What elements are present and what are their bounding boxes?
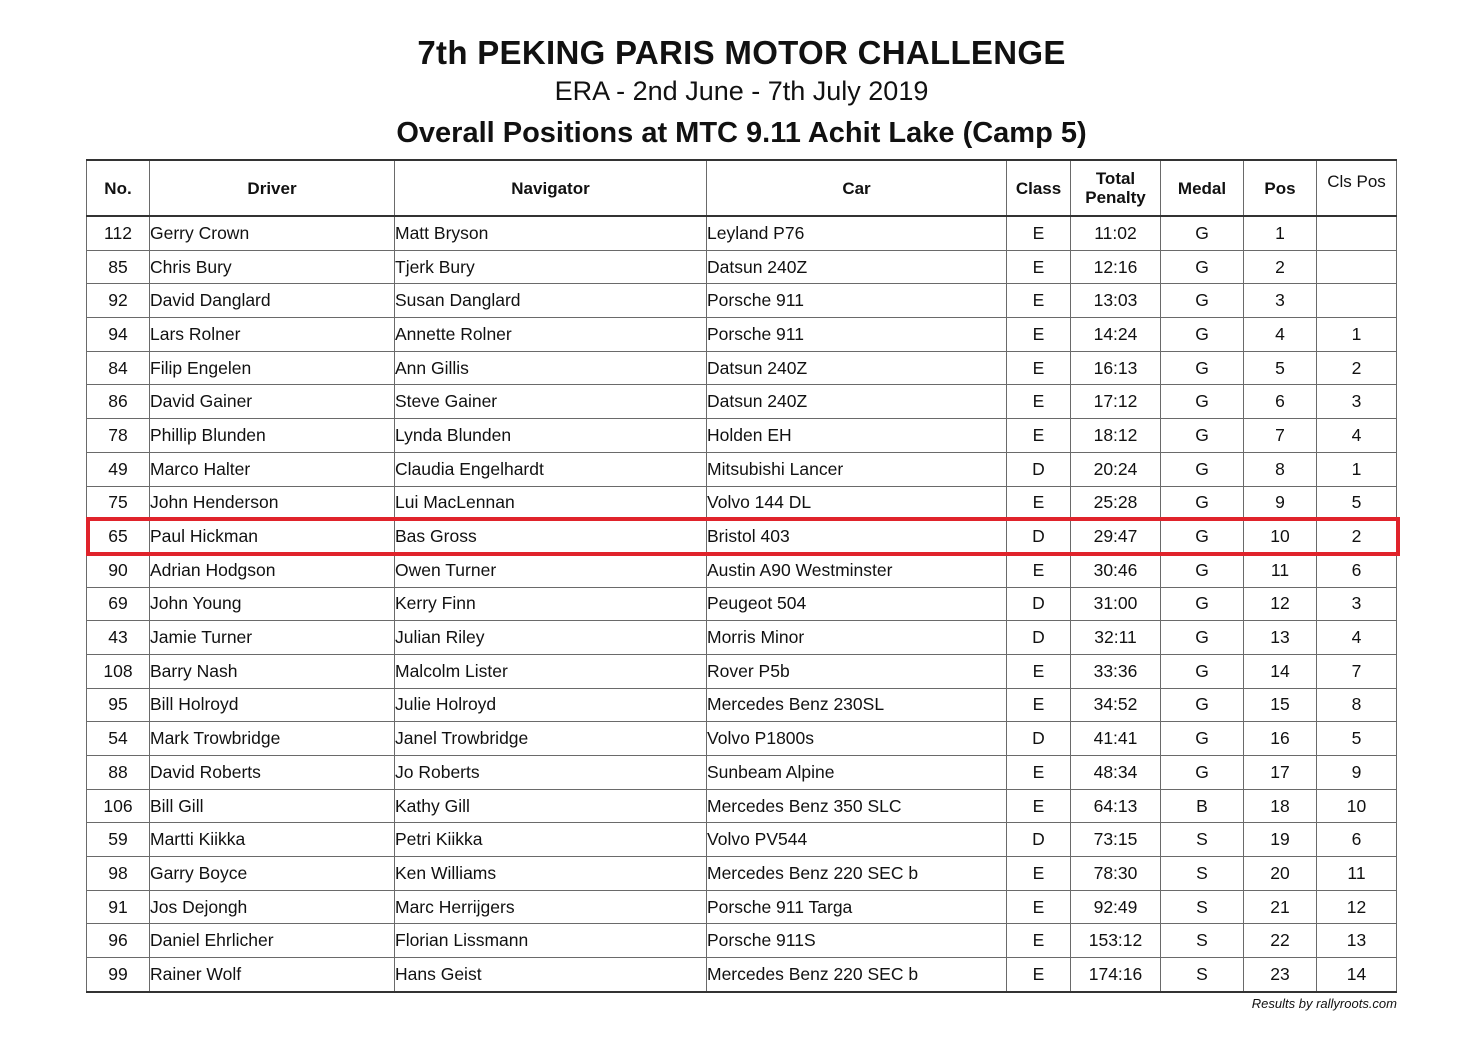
total-penalty: 41:41	[1071, 722, 1161, 756]
car-model: Mitsubishi Lancer	[707, 452, 1007, 486]
navigator-name: Florian Lissmann	[395, 924, 707, 958]
driver-name: Marco Halter	[150, 452, 395, 486]
car-model: Porsche 911 Targa	[707, 890, 1007, 924]
table-row	[87, 958, 1397, 992]
medal-value: G	[1161, 351, 1244, 385]
car-model: Datsun 240Z	[707, 351, 1007, 385]
table-row	[87, 621, 1397, 655]
medal-value: G	[1161, 553, 1244, 587]
class-position	[1317, 250, 1397, 284]
car-model: Austin A90 Westminster	[707, 553, 1007, 587]
position: 6	[1244, 385, 1317, 419]
car-number: 86	[87, 385, 150, 419]
car-model: Mercedes Benz 220 SEC b	[707, 857, 1007, 891]
class-value: E	[1007, 216, 1071, 250]
car-number: 106	[87, 789, 150, 823]
car-model: Mercedes Benz 220 SEC b	[707, 958, 1007, 992]
position: 1	[1244, 216, 1317, 250]
car-model: Mercedes Benz 230SL	[707, 688, 1007, 722]
table-row	[87, 351, 1397, 385]
medal-value: G	[1161, 587, 1244, 621]
driver-name: Gerry Crown	[150, 216, 395, 250]
class-position: 6	[1317, 823, 1397, 857]
car-model: Datsun 240Z	[707, 250, 1007, 284]
col-header-total-penalty-line2: Penalty	[1085, 188, 1146, 207]
car-number: 91	[87, 890, 150, 924]
table-row	[87, 722, 1397, 756]
medal-value: G	[1161, 520, 1244, 554]
medal-value: S	[1161, 823, 1244, 857]
navigator-name: Kerry Finn	[395, 587, 707, 621]
col-header-car: Car	[707, 160, 1007, 216]
position: 16	[1244, 722, 1317, 756]
class-value: D	[1007, 823, 1071, 857]
position: 12	[1244, 587, 1317, 621]
table-row	[87, 250, 1397, 284]
class-position: 14	[1317, 958, 1397, 992]
total-penalty: 34:52	[1071, 688, 1161, 722]
class-value: E	[1007, 958, 1071, 992]
table-row	[87, 520, 1397, 554]
driver-name: John Young	[150, 587, 395, 621]
car-model: Porsche 911S	[707, 924, 1007, 958]
car-number: 78	[87, 419, 150, 453]
driver-name: Filip Engelen	[150, 351, 395, 385]
position: 22	[1244, 924, 1317, 958]
car-number: 54	[87, 722, 150, 756]
driver-name: Daniel Ehrlicher	[150, 924, 395, 958]
table-row	[87, 284, 1397, 318]
class-value: D	[1007, 621, 1071, 655]
driver-name: Adrian Hodgson	[150, 553, 395, 587]
total-penalty: 25:28	[1071, 486, 1161, 520]
class-position: 3	[1317, 385, 1397, 419]
class-value: E	[1007, 385, 1071, 419]
car-number: 96	[87, 924, 150, 958]
col-header-total-penalty-line1: Total	[1095, 169, 1136, 188]
medal-value: G	[1161, 419, 1244, 453]
car-model: Bristol 403	[707, 520, 1007, 554]
table-header-row	[87, 160, 1397, 216]
medal-value: G	[1161, 318, 1244, 352]
position: 4	[1244, 318, 1317, 352]
class-position	[1317, 284, 1397, 318]
driver-name: Rainer Wolf	[150, 958, 395, 992]
navigator-name: Julian Riley	[395, 621, 707, 655]
car-number: 98	[87, 857, 150, 891]
driver-name: Paul Hickman	[150, 520, 395, 554]
class-position: 1	[1317, 318, 1397, 352]
position: 21	[1244, 890, 1317, 924]
navigator-name: Petri Kiikka	[395, 823, 707, 857]
medal-value: G	[1161, 216, 1244, 250]
navigator-name: Malcolm Lister	[395, 654, 707, 688]
driver-name: Chris Bury	[150, 250, 395, 284]
col-header-pos: Pos	[1244, 160, 1317, 216]
position: 7	[1244, 419, 1317, 453]
navigator-name: Bas Gross	[395, 520, 707, 554]
table-row	[87, 654, 1397, 688]
car-number: 69	[87, 587, 150, 621]
class-position: 13	[1317, 924, 1397, 958]
medal-value: S	[1161, 890, 1244, 924]
position: 8	[1244, 452, 1317, 486]
driver-name: Jos Dejongh	[150, 890, 395, 924]
medal-value: G	[1161, 284, 1244, 318]
class-position: 4	[1317, 621, 1397, 655]
medal-value: G	[1161, 486, 1244, 520]
car-model: Mercedes Benz 350 SLC	[707, 789, 1007, 823]
car-model: Peugeot 504	[707, 587, 1007, 621]
total-penalty: 32:11	[1071, 621, 1161, 655]
navigator-name: Ken Williams	[395, 857, 707, 891]
class-position	[1317, 216, 1397, 250]
navigator-name: Matt Bryson	[395, 216, 707, 250]
car-number: 49	[87, 452, 150, 486]
class-position: 10	[1317, 789, 1397, 823]
total-penalty: 12:16	[1071, 250, 1161, 284]
class-value: D	[1007, 587, 1071, 621]
navigator-name: Marc Herrijgers	[395, 890, 707, 924]
total-penalty: 11:02	[1071, 216, 1161, 250]
medal-value: B	[1161, 789, 1244, 823]
car-number: 43	[87, 621, 150, 655]
car-model: Holden EH	[707, 419, 1007, 453]
car-model: Morris Minor	[707, 621, 1007, 655]
medal-value: G	[1161, 756, 1244, 790]
car-number: 59	[87, 823, 150, 857]
driver-name: Barry Nash	[150, 654, 395, 688]
class-value: D	[1007, 722, 1071, 756]
table-row	[87, 486, 1397, 520]
table-row	[87, 216, 1397, 250]
car-model: Volvo PV544	[707, 823, 1007, 857]
position: 18	[1244, 789, 1317, 823]
car-number: 84	[87, 351, 150, 385]
driver-name: Bill Gill	[150, 789, 395, 823]
class-value: D	[1007, 452, 1071, 486]
medal-value: S	[1161, 958, 1244, 992]
total-penalty: 30:46	[1071, 553, 1161, 587]
col-header-driver: Driver	[150, 160, 395, 216]
class-value: E	[1007, 924, 1071, 958]
position: 11	[1244, 553, 1317, 587]
table-row	[87, 385, 1397, 419]
class-value: E	[1007, 688, 1071, 722]
navigator-name: Lui MacLennan	[395, 486, 707, 520]
medal-value: G	[1161, 452, 1244, 486]
medal-value: G	[1161, 654, 1244, 688]
driver-name: David Gainer	[150, 385, 395, 419]
class-position: 12	[1317, 890, 1397, 924]
medal-value: G	[1161, 621, 1244, 655]
car-model: Rover P5b	[707, 654, 1007, 688]
total-penalty: 48:34	[1071, 756, 1161, 790]
table-row	[87, 553, 1397, 587]
table-row	[87, 587, 1397, 621]
navigator-name: Ann Gillis	[395, 351, 707, 385]
total-penalty: 73:15	[1071, 823, 1161, 857]
car-number: 108	[87, 654, 150, 688]
driver-name: John Henderson	[150, 486, 395, 520]
class-value: E	[1007, 789, 1071, 823]
navigator-name: Claudia Engelhardt	[395, 452, 707, 486]
car-number: 112	[87, 216, 150, 250]
class-value: E	[1007, 284, 1071, 318]
position: 3	[1244, 284, 1317, 318]
class-position: 5	[1317, 486, 1397, 520]
navigator-name: Owen Turner	[395, 553, 707, 587]
class-value: E	[1007, 890, 1071, 924]
results-credit: Results by rallyroots.com	[1251, 996, 1397, 1011]
medal-value: S	[1161, 924, 1244, 958]
total-penalty: 29:47	[1071, 520, 1161, 554]
driver-name: Garry Boyce	[150, 857, 395, 891]
total-penalty: 17:12	[1071, 385, 1161, 419]
car-number: 75	[87, 486, 150, 520]
class-value: E	[1007, 553, 1071, 587]
driver-name: Lars Rolner	[150, 318, 395, 352]
navigator-name: Janel Trowbridge	[395, 722, 707, 756]
total-penalty: 13:03	[1071, 284, 1161, 318]
class-value: E	[1007, 756, 1071, 790]
navigator-name: Jo Roberts	[395, 756, 707, 790]
medal-value: G	[1161, 385, 1244, 419]
navigator-name: Tjerk Bury	[395, 250, 707, 284]
table-row	[87, 890, 1397, 924]
event-subtitle: ERA - 2nd June - 7th July 2019	[554, 76, 929, 106]
position: 10	[1244, 520, 1317, 554]
medal-value: S	[1161, 857, 1244, 891]
car-number: 94	[87, 318, 150, 352]
position: 2	[1244, 250, 1317, 284]
car-model: Porsche 911	[707, 284, 1007, 318]
car-number: 85	[87, 250, 150, 284]
position: 23	[1244, 958, 1317, 992]
class-position: 6	[1317, 553, 1397, 587]
driver-name: David Danglard	[150, 284, 395, 318]
navigator-name: Hans Geist	[395, 958, 707, 992]
class-position: 7	[1317, 654, 1397, 688]
car-model: Leyland P76	[707, 216, 1007, 250]
position: 13	[1244, 621, 1317, 655]
car-number: 90	[87, 553, 150, 587]
col-header-total-penalty	[1071, 160, 1161, 216]
car-number: 95	[87, 688, 150, 722]
table-row	[87, 318, 1397, 352]
car-number: 92	[87, 284, 150, 318]
col-header-no: No.	[87, 160, 150, 216]
table-row	[87, 857, 1397, 891]
car-model: Sunbeam Alpine	[707, 756, 1007, 790]
col-header-medal: Medal	[1161, 160, 1244, 216]
class-position: 11	[1317, 857, 1397, 891]
class-position: 1	[1317, 452, 1397, 486]
car-model: Volvo 144 DL	[707, 486, 1007, 520]
position: 9	[1244, 486, 1317, 520]
col-header-cls-pos: Cls Pos	[1317, 160, 1397, 216]
class-position: 8	[1317, 688, 1397, 722]
position: 14	[1244, 654, 1317, 688]
class-position: 3	[1317, 587, 1397, 621]
medal-value: G	[1161, 250, 1244, 284]
navigator-name: Julie Holroyd	[395, 688, 707, 722]
total-penalty: 20:24	[1071, 452, 1161, 486]
medal-value: G	[1161, 688, 1244, 722]
total-penalty: 33:36	[1071, 654, 1161, 688]
total-penalty: 78:30	[1071, 857, 1161, 891]
navigator-name: Annette Rolner	[395, 318, 707, 352]
position: 20	[1244, 857, 1317, 891]
class-position: 5	[1317, 722, 1397, 756]
total-penalty: 153:12	[1071, 924, 1161, 958]
car-model: Datsun 240Z	[707, 385, 1007, 419]
total-penalty: 16:13	[1071, 351, 1161, 385]
car-number: 65	[87, 520, 150, 554]
position: 19	[1244, 823, 1317, 857]
total-penalty: 14:24	[1071, 318, 1161, 352]
car-model: Porsche 911	[707, 318, 1007, 352]
navigator-name: Susan Danglard	[395, 284, 707, 318]
results-table	[86, 159, 1397, 993]
driver-name: Jamie Turner	[150, 621, 395, 655]
table-row	[87, 452, 1397, 486]
car-model: Volvo P1800s	[707, 722, 1007, 756]
page-title: 7th PEKING PARIS MOTOR CHALLENGE	[417, 34, 1066, 71]
table-row	[87, 419, 1397, 453]
navigator-name: Lynda Blunden	[395, 419, 707, 453]
class-value: E	[1007, 419, 1071, 453]
results-heading: Overall Positions at MTC 9.11 Achit Lake (Camp 5)	[396, 117, 1087, 149]
car-number: 88	[87, 756, 150, 790]
class-value: E	[1007, 654, 1071, 688]
driver-name: Bill Holroyd	[150, 688, 395, 722]
class-value: E	[1007, 318, 1071, 352]
navigator-name: Kathy Gill	[395, 789, 707, 823]
col-header-navigator: Navigator	[395, 160, 707, 216]
total-penalty: 64:13	[1071, 789, 1161, 823]
navigator-name: Steve Gainer	[395, 385, 707, 419]
class-value: E	[1007, 486, 1071, 520]
position: 5	[1244, 351, 1317, 385]
class-position: 2	[1317, 520, 1397, 554]
total-penalty: 31:00	[1071, 587, 1161, 621]
table-row	[87, 688, 1397, 722]
total-penalty: 174:16	[1071, 958, 1161, 992]
position: 15	[1244, 688, 1317, 722]
table-row	[87, 756, 1397, 790]
driver-name: Phillip Blunden	[150, 419, 395, 453]
class-value: E	[1007, 250, 1071, 284]
car-number: 99	[87, 958, 150, 992]
col-header-class: Class	[1007, 160, 1071, 216]
class-position: 2	[1317, 351, 1397, 385]
driver-name: David Roberts	[150, 756, 395, 790]
driver-name: Mark Trowbridge	[150, 722, 395, 756]
medal-value: G	[1161, 722, 1244, 756]
class-position: 4	[1317, 419, 1397, 453]
driver-name: Martti Kiikka	[150, 823, 395, 857]
class-value: D	[1007, 520, 1071, 554]
class-value: E	[1007, 857, 1071, 891]
position: 17	[1244, 756, 1317, 790]
class-position: 9	[1317, 756, 1397, 790]
table-row	[87, 924, 1397, 958]
class-value: E	[1007, 351, 1071, 385]
table-row	[87, 823, 1397, 857]
table-row	[87, 789, 1397, 823]
results-body	[87, 216, 1397, 992]
total-penalty: 92:49	[1071, 890, 1161, 924]
total-penalty: 18:12	[1071, 419, 1161, 453]
